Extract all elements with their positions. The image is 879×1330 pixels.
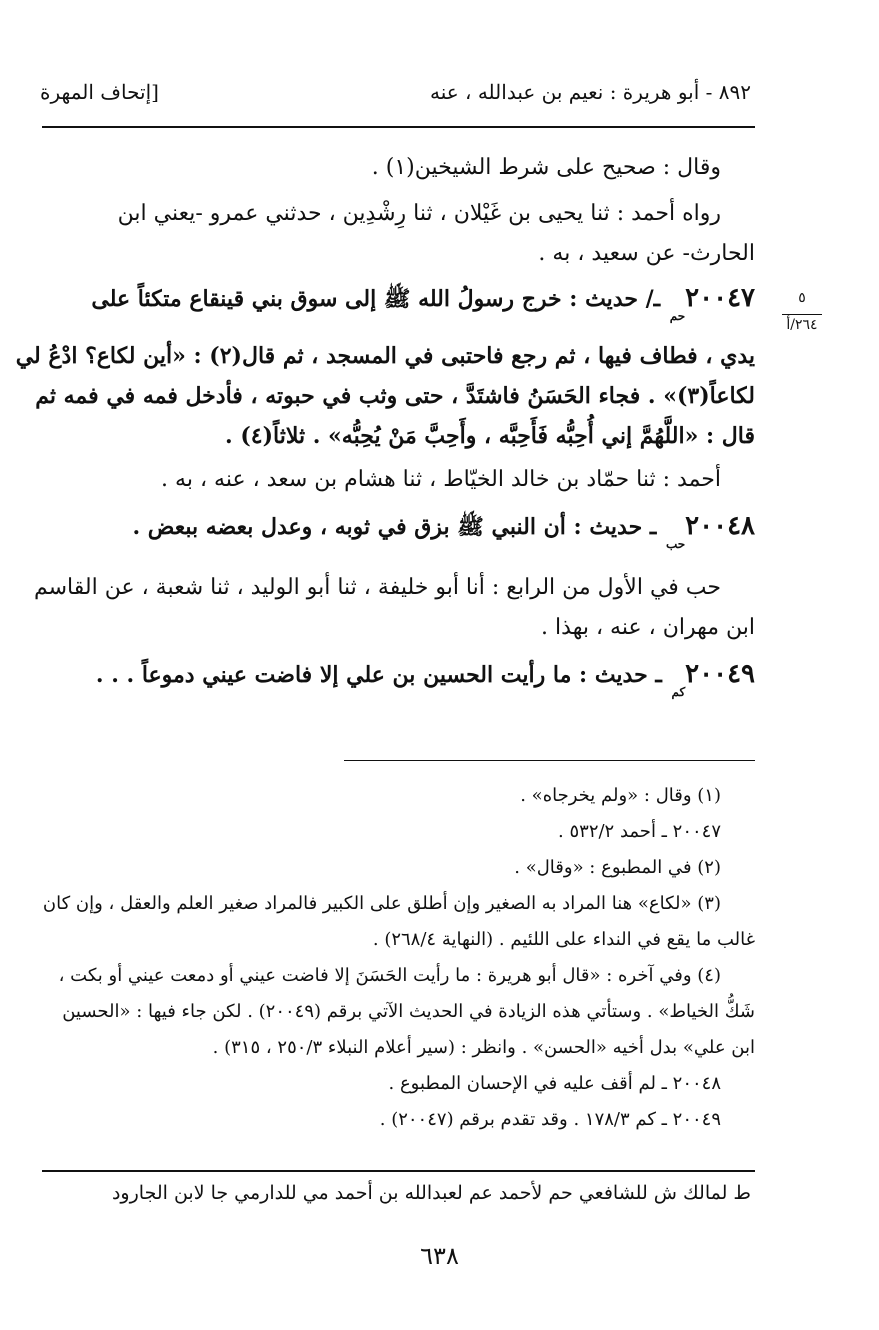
footnote: ٢٠٠٤٩ ـ كم ١٧٨/٣ . وقد تقدم برقم (٢٠٠٤٧) .	[379, 1109, 721, 1130]
footnote: ٢٠٠٤٧ ـ أحمد ٥٣٢/٢ .	[558, 821, 721, 842]
footnote: (٢) في المطبوع : «وقال» .	[514, 857, 721, 878]
page-number: ٦٣٨	[420, 1242, 459, 1270]
hadith-20047-line	[44, 278, 755, 336]
isnad-line: حب في الأول من الرابع : أنا أبو خليفة ، ثنا أبو الوليد ، ثنا شعبة ، عن القاسم	[33, 575, 721, 600]
footnote: شَكُّ الخياط» . وستأتي هذه الزيادة في الحديث الآتي برقم (٢٠٠٤٩) . لكن جاء فيها : «الحسين	[62, 1001, 755, 1022]
running-title: ٨٩٢ - أبو هريرة : نعيم بن عبدالله ، عنه	[429, 80, 751, 104]
text-line: يدي ، فطاف فيها ، ثم رجع فاحتبى في المسجد ، ثم قال(٢) : «أين لكاع؟ ادْعُ لي	[15, 343, 755, 369]
margin-note	[782, 290, 822, 333]
hadith-text: ـ حديث : أن النبي ﷺ بزق في ثوبه ، وعدل بعضه ببعض .	[132, 514, 657, 540]
footnote: (٤) وفي آخره : «قال أبو هريرة : ما رأيت الحَسَنَ إلا فاضت عيني أو دمعت عيني أو بكت ،	[58, 965, 721, 986]
hadith-20048-line	[44, 506, 755, 564]
hadith-number: ٢٠٠٤٩	[685, 659, 755, 689]
header-rule	[42, 126, 755, 128]
footnote: غالب ما يقع في النداء على اللئيم . (النهاية ٢٦٨/٤) .	[372, 929, 755, 950]
hadith-20049-line	[44, 654, 755, 712]
footnote: (١) وقال : «ولم يخرجاه» .	[520, 785, 721, 806]
text-line: الحارث- عن سعيد ، به .	[538, 241, 755, 266]
footnote: ٢٠٠٤٨ ـ لم أقف عليه في الإحسان المطبوع .	[388, 1073, 721, 1094]
hadith-sigla: حم	[669, 309, 686, 323]
main-text	[15, 148, 755, 712]
abbreviations-key: ط لمالك ش للشافعي حم لأحمد عم لعبدالله بن أحمد مي للدارمي جا لابن الجارود	[111, 1182, 751, 1204]
text-line: قال : «اللَّهُمَّ إني أُحِبُّه فَأَحِبَّه ، وأَحِبَّ مَنْ يُحِبُّه» . ثلاثاً(٤) .	[225, 423, 755, 449]
hadith-text: ـ حديث : ما رأيت الحسين بن علي إلا فاضت عيني دموعاً . . .	[95, 662, 662, 688]
hadith-sigla: حب	[665, 537, 686, 551]
hadith-text: ـ/ حديث : خرج رسولُ الله ﷺ إلى سوق بني قينقاع متكئاً على	[91, 286, 661, 312]
hadith-sigla: كم	[671, 685, 686, 699]
hadith-number: ٢٠٠٤٨	[685, 511, 755, 541]
text-line: ابن مهران ، عنه ، بهذا .	[541, 615, 755, 640]
margin-mark: ٥	[798, 290, 806, 306]
text-line: رواه أحمد : ثنا يحيى بن غَيْلان ، ثنا رِشْدِين ، حدثني عمرو -يعني ابن	[117, 201, 721, 226]
hadith-number: ٢٠٠٤٧	[685, 283, 755, 313]
footnote: (٣) «لكاع» هنا المراد به الصغير وإن أطلق على الكبير فالمراد صغير العلم والعقل ، وإن كان	[42, 893, 721, 914]
book-title: [إتحاف المهرة	[40, 80, 159, 104]
manuscript-folio-ref: ٢٦٤/أ	[782, 314, 822, 333]
footnote: ابن علي» بدل أخيه «الحسن» . وانظر : (سير أعلام النبلاء ٢٥٠/٣ ، ٣١٥) .	[212, 1037, 755, 1058]
abbreviations-rule	[42, 1170, 755, 1172]
text-line: وقال : صحيح على شرط الشيخين(١) .	[371, 155, 721, 180]
footnotes	[44, 778, 755, 1138]
text-line: لكاعاً(٣)» . فجاء الحَسَنُ فاشتَدَّ ، حتى وثب في حبوته ، فأدخل فمه في فمه ثم	[35, 383, 755, 409]
footnote-rule	[344, 760, 755, 761]
isnad-line: أحمد : ثنا حمّاد بن خالد الخيّاط ، ثنا هشام بن سعد ، عنه ، به .	[161, 467, 721, 492]
